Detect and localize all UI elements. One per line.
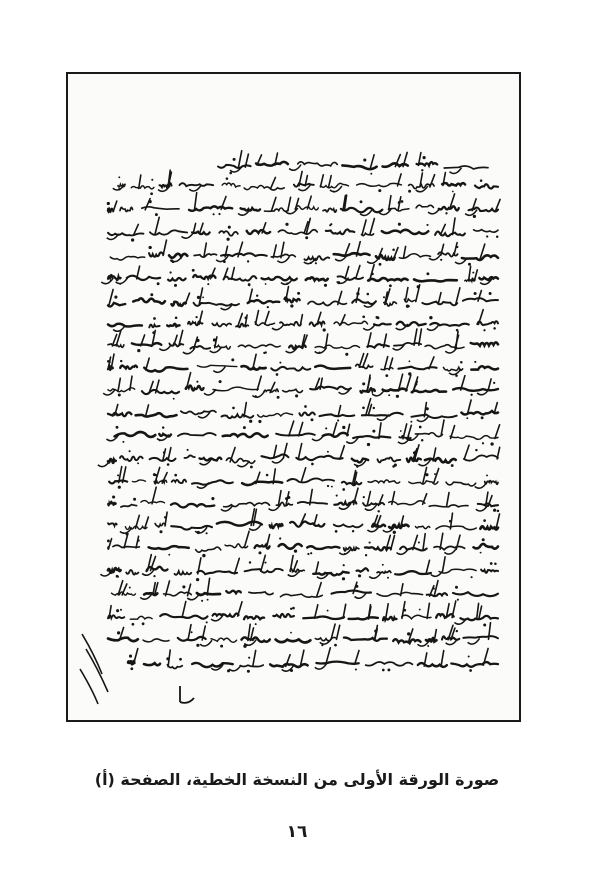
manuscript-line <box>128 648 498 673</box>
manuscript-line <box>108 329 498 356</box>
manuscript-line <box>108 509 500 536</box>
manuscript-line <box>218 151 488 175</box>
manuscript-line <box>107 193 500 218</box>
manuscript-line <box>107 420 500 446</box>
manuscript-line <box>113 170 498 195</box>
manuscript-line <box>101 265 498 289</box>
manuscript-line <box>107 217 499 241</box>
manuscript-line <box>107 354 498 377</box>
figure-caption: صورة الورقة الأولى من النسخة الخطية، الصفحة (أ) <box>94 770 500 789</box>
manuscript-line <box>108 623 498 648</box>
page-number: ١٦ <box>286 822 308 842</box>
manuscript-line <box>108 601 498 627</box>
handwritten-text <box>68 74 521 722</box>
manuscript-line <box>110 240 498 266</box>
manuscript-line <box>98 443 500 468</box>
manuscript-line <box>100 555 498 582</box>
manuscript-line <box>112 578 499 602</box>
marginal-note <box>80 634 194 704</box>
manuscript-line <box>108 487 499 512</box>
manuscript-line <box>108 399 498 423</box>
manuscript-line <box>108 310 498 334</box>
manuscript-line <box>109 467 498 491</box>
manuscript-line <box>103 373 498 400</box>
manuscript-image <box>66 72 521 722</box>
manuscript-line <box>107 531 498 557</box>
manuscript-line <box>108 285 498 310</box>
